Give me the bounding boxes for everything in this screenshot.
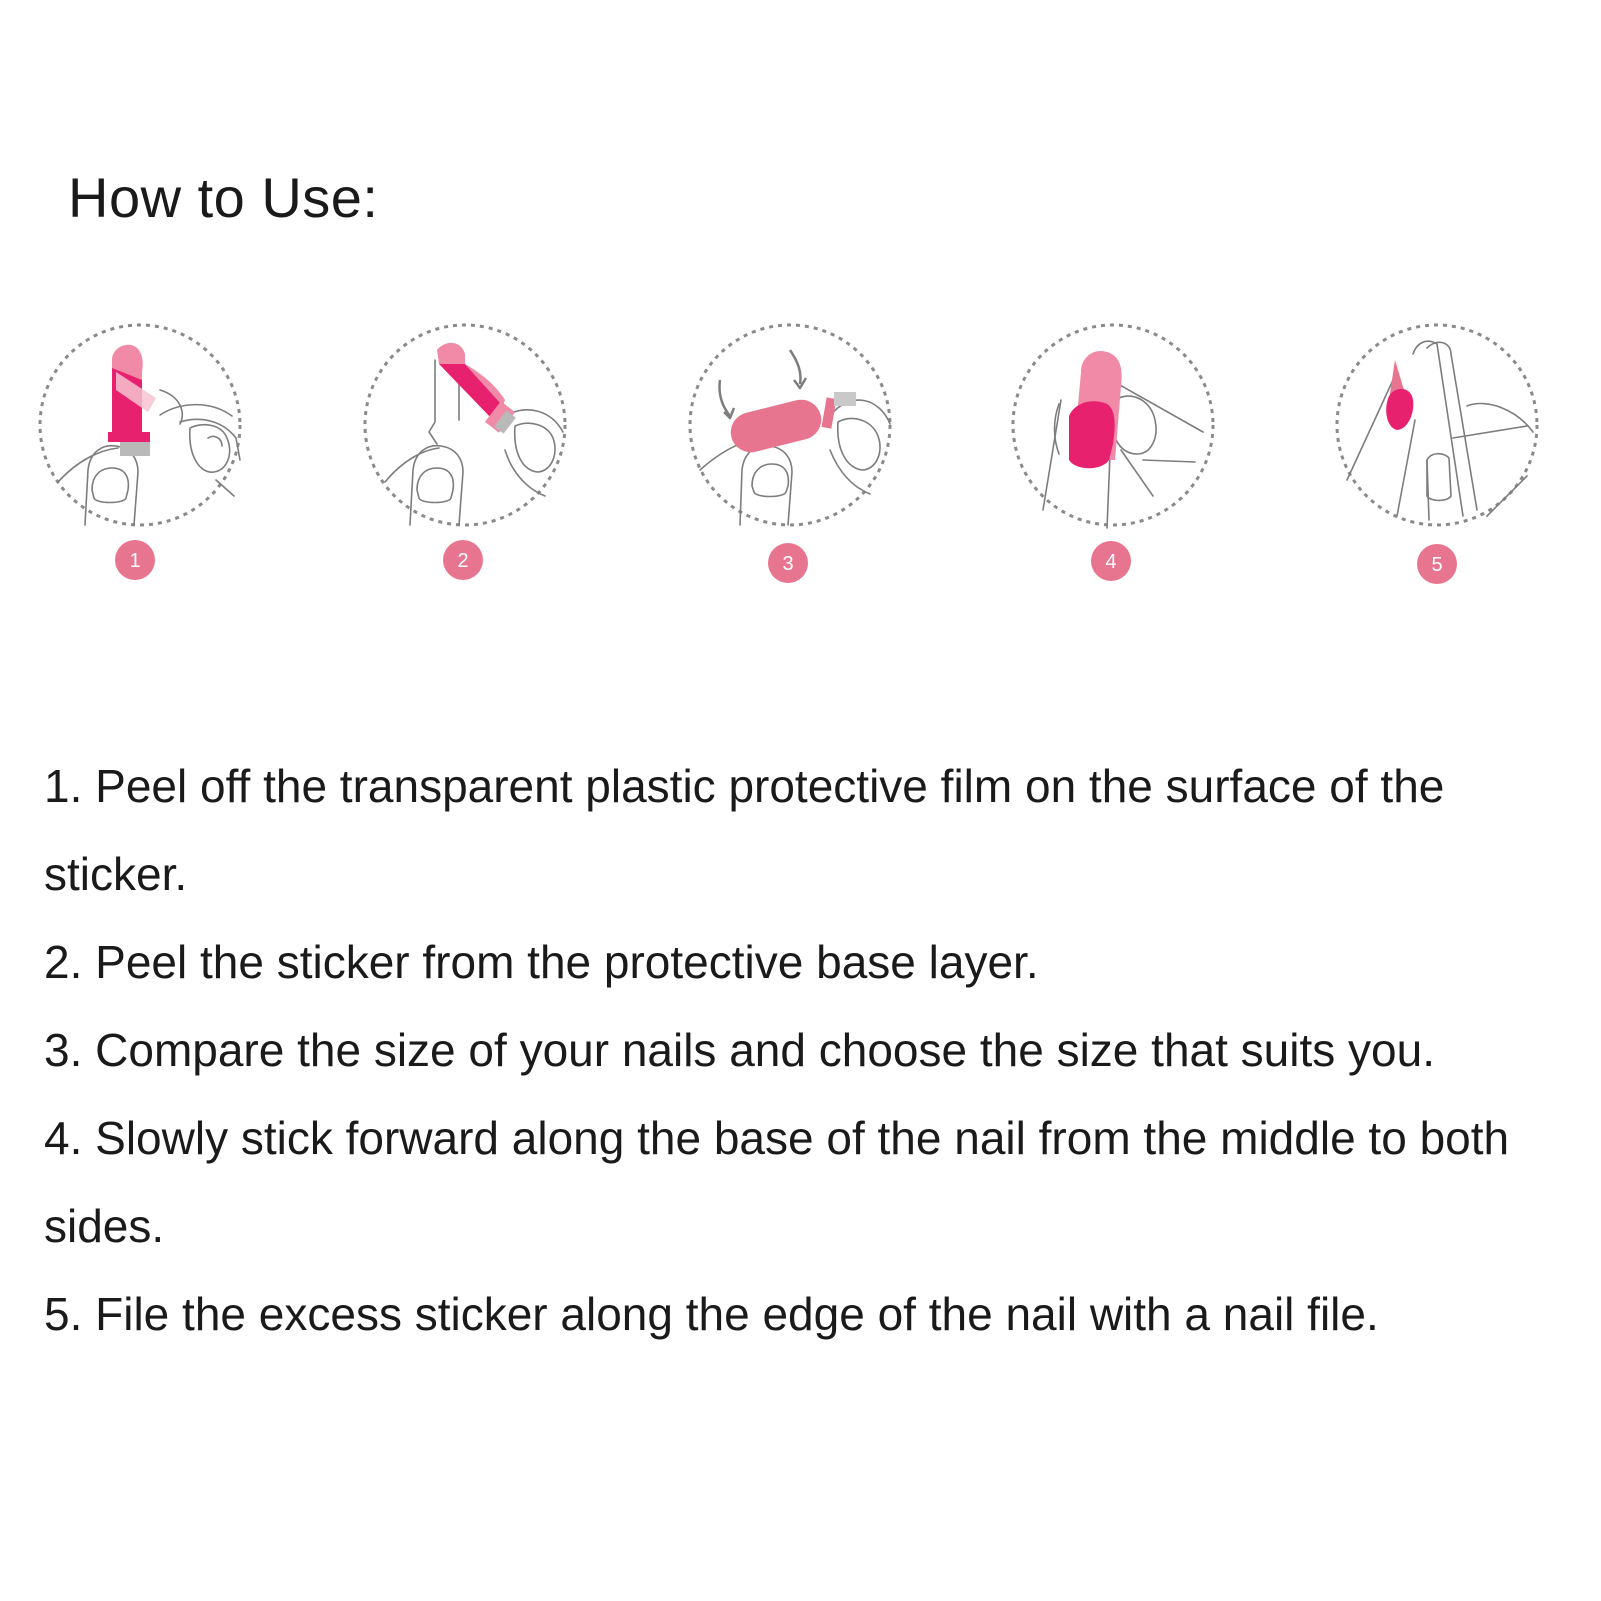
instruction-step-3: 3. Compare the size of your nails and choose the size that suits you. xyxy=(44,1024,1435,1076)
step-number: 2 xyxy=(457,550,469,572)
step-number: 5 xyxy=(1431,554,1443,576)
step-number: 1 xyxy=(129,550,141,572)
step-3-illustration xyxy=(680,320,900,600)
instruction-step-2: 2. Peel the sticker from the protective base layer. xyxy=(44,936,1039,988)
step-4-illustration xyxy=(1003,320,1223,600)
step-5-illustration xyxy=(1327,320,1547,600)
step-illustrations xyxy=(0,320,1601,610)
step-2-illustration xyxy=(355,320,575,600)
peel-film-icon xyxy=(30,320,250,600)
instruction-step-4: 4. Slowly stick forward along the base of the nail from the middle to both sides. xyxy=(44,1112,1510,1252)
instruction-step-5: 5. File the excess sticker along the edge of the nail with a nail file. xyxy=(44,1288,1379,1340)
compare-size-icon xyxy=(680,320,900,600)
peel-sticker-icon xyxy=(355,320,575,600)
step-number: 4 xyxy=(1105,551,1117,573)
file-nail-icon xyxy=(1327,320,1547,600)
instruction-step-1: 1. Peel off the transparent plastic protective film on the surface of the sticker. xyxy=(44,760,1445,900)
instruction-list xyxy=(44,742,1574,1358)
apply-sticker-icon xyxy=(1003,320,1223,600)
page-title: How to Use: xyxy=(68,166,379,229)
step-number: 3 xyxy=(782,553,794,575)
step-1-illustration xyxy=(30,320,250,600)
